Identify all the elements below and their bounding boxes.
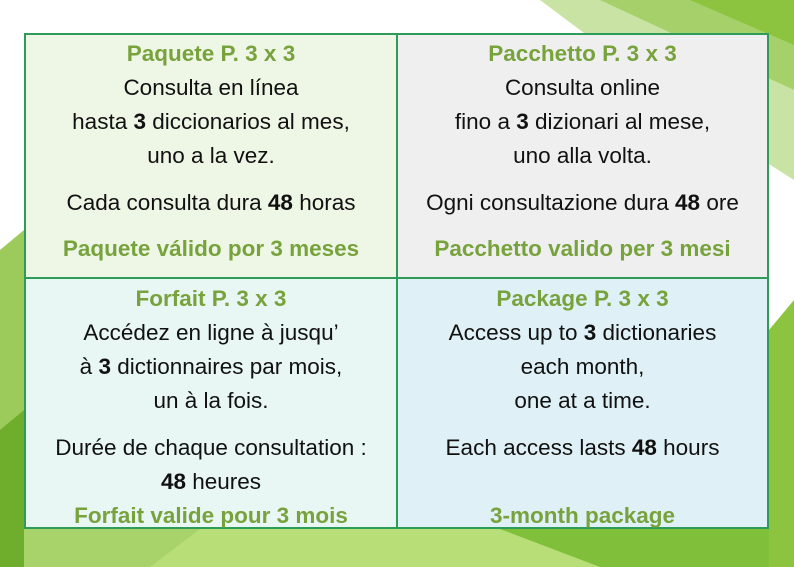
text-line: uno alla volta. (513, 143, 652, 168)
duration-line: Cada consulta dura 48 horas (66, 190, 356, 215)
text-line: Consulta en línea (123, 75, 299, 100)
pricing-panel (24, 33, 769, 529)
validity-footer: Forfait valide pour 3 mois (74, 503, 348, 528)
package-card-english (398, 279, 767, 527)
package-title: Paquete P. 3 x 3 (126, 41, 296, 66)
text-line: un à la fois. (153, 388, 269, 413)
text-line: Consulta online (504, 75, 661, 100)
validity-footer: Paquete válido por 3 meses (62, 236, 360, 261)
text-line: each month, (520, 354, 645, 379)
text-line: Access up to 3 dictionaries (448, 320, 717, 345)
validity-footer: Pacchetto valido per 3 mesi (434, 236, 731, 261)
package-title: Package P. 3 x 3 (496, 286, 669, 311)
validity-footer: 3-month package (489, 503, 676, 528)
text-line: à 3 dictionnaires par mois, (79, 354, 343, 379)
duration-line: Ogni consultazione dura 48 ore (426, 190, 739, 215)
text-line: hasta 3 diccionarios al mes, (72, 109, 350, 134)
package-title: Pacchetto P. 3 x 3 (488, 41, 677, 66)
duration-line: Durée de chaque consultation : (55, 435, 367, 460)
package-title: Forfait P. 3 x 3 (135, 286, 287, 311)
text-line: uno a la vez. (147, 143, 275, 168)
package-card-italian (398, 35, 767, 279)
text-line: Accédez en ligne à jusqu’ (83, 320, 339, 345)
package-card-spanish (26, 35, 398, 279)
duration-value-line: 48 heures (160, 469, 262, 494)
text-line: fino a 3 dizionari al mese, (454, 109, 711, 134)
duration-line: Each access lasts 48 hours (445, 435, 720, 460)
package-card-french (26, 279, 398, 527)
text-line: one at a time. (514, 388, 651, 413)
